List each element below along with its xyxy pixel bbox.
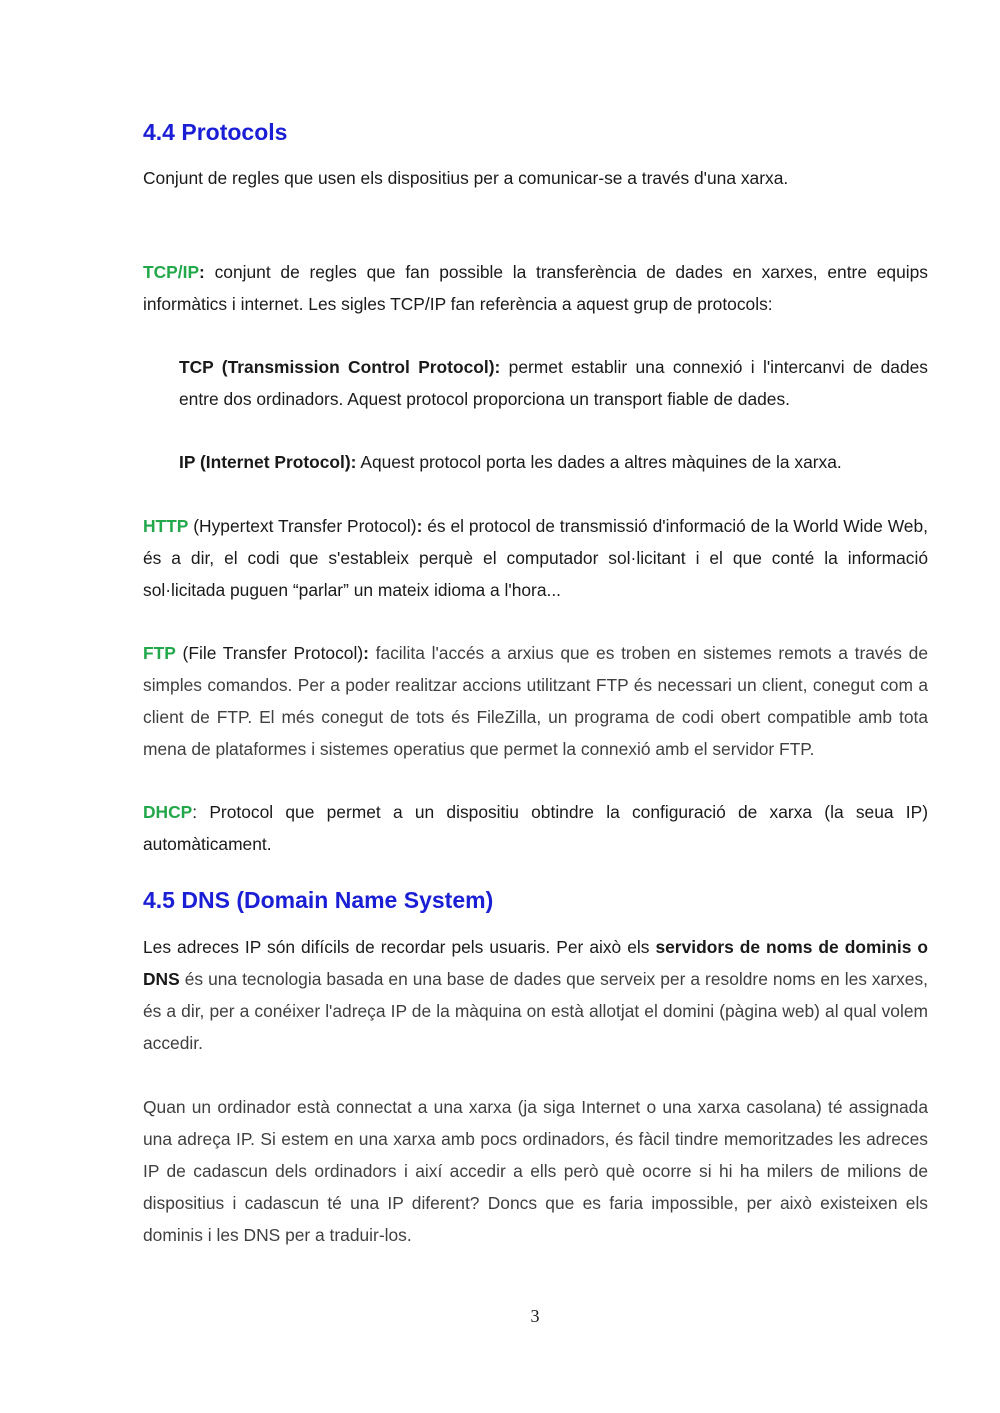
term-tcpip-colon: : [199,262,205,282]
ip-text: Aquest protocol porta les dades a altres màquines de la xarxa. [356,452,842,472]
dns-bold-term: servidors de noms de dominis o DNS [143,937,929,989]
tcpip-text: conjunt de regles que fan possible la transferència de dades en xarxes, entre equips informàtics i internet. Les sigles TCP/IP fan referència a aquest grup de protocols: [143,262,928,314]
term-dhcp: DHCP [143,802,193,822]
paragraph-http [143,510,928,606]
dhcp-text: : Protocol que permet a un dispositiu obtindre la configuració de xarxa (la seua IP) automàticament. [143,802,928,854]
page-number: 3 [530,1306,540,1326]
ftp-expansion: (File Transfer Protocol) [175,643,364,663]
section-heading-protocols: 4.4 Protocols [143,119,288,145]
http-colon: : [416,516,423,536]
paragraph-ip [179,446,928,478]
term-ftp: FTP [143,643,176,663]
paragraph-tcpip [143,256,928,320]
protocols-intro: Conjunt de regles que usen els dispositius per a comunicar-se a través d'una xarxa. [143,168,789,188]
ftp-text: facilita l'accés a arxius que es troben en sistemes remots a través de simples comandos. Per a poder realitzar accions utilitzant FTP és necessari un client, conegut com a client de FTP. El més conegut de tots és FileZilla, un programa de codi obert compatible amb tota mena de plataformes i sistemes operatius que permet la connexió amb el servidor FTP. [143,643,929,759]
ftp-colon: : [363,643,369,663]
tcp-text: permet establir una connexió i l'intercanvi de dades entre dos ordinadors. Aquest protocol proporciona un transport fiable de dades. [179,357,928,409]
paragraph-dns-explanation: Quan un ordinador està connectat a una xarxa (ja siga Internet o una xarxa casolana) té assignada una adreça IP. Si estem en una xarxa amb pocs ordinadors, és fàcil tindre memoritzades les adreces IP de cadascun dels ordinadors i així accedir a ells però què ocorre si hi ha milers de milions de dispositius i cadascun té una IP diferent? Doncs que es faria impossible, per això existeixen els dominis i les DNS per a traduir-los. [143,1097,928,1245]
dns-intro-after: és una tecnologia basada en una base de dades que serveix per a resoldre noms en les xarxes, és a dir, per a conéixer l'adreça IP de la màquina on està allotjat el domini (pàgina web) al qual volem accedir. [143,969,928,1053]
paragraph-dhcp [143,796,928,860]
paragraph-dns-intro [143,931,928,1059]
term-ip: IP (Internet Protocol): [179,452,357,472]
http-text: és el protocol de transmissió d'informació de la World Wide Web, és a dir, el codi que s'estableix perquè el computador sol·licitant i el que conté la informació sol·licitada puguen “parlar” un mateix idioma a l'hora... [143,516,928,600]
section-heading-dns: 4.5 DNS (Domain Name System) [143,887,494,913]
paragraph-tcp [179,351,928,415]
page-content [143,116,928,1251]
dns-intro-before: Les adreces IP són difícils de recordar pels usuaris. Per això els [143,937,656,957]
http-expansion: (Hypertext Transfer Protocol) [188,516,417,536]
paragraph-ftp [143,637,928,765]
term-tcp: TCP (Transmission Control Protocol): [179,357,501,377]
term-http: HTTP [143,516,189,536]
term-tcpip: TCP/IP [143,262,200,282]
